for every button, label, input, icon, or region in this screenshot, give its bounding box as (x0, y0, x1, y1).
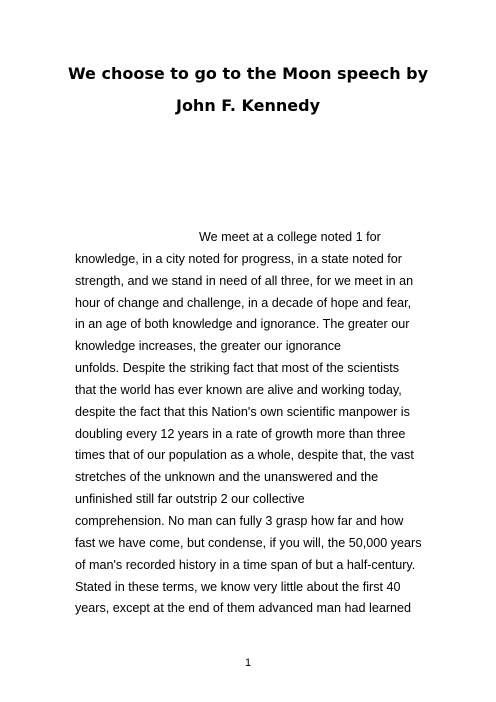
speech-body (75, 227, 425, 620)
body-line: despite the fact that this Nation's own scientific manpower is (75, 404, 410, 419)
document-title-line-2: John F. Kennedy (175, 96, 320, 115)
body-line: fast we have come, but condense, if you will, the 50,000 years (75, 535, 422, 550)
body-line: strength, and we stand in need of all three, for we meet in an (75, 273, 414, 288)
body-line: comprehension. No man can fully 3 grasp how far and how (75, 513, 404, 528)
body-line: knowledge increases, the greater our ignorance (75, 339, 342, 354)
body-line: hour of change and challenge, in a decade of hope and fear, (75, 295, 412, 310)
body-line: years, except at the end of them advanced man had learned (75, 601, 412, 616)
document-title-line-1: We choose to go to the Moon speech by (67, 64, 429, 83)
body-line: knowledge, in a city noted for progress, in a state noted for (75, 251, 402, 266)
body-line: of man's recorded history in a time span of but a half-century. (75, 557, 416, 572)
body-line: stretches of the unknown and the unanswered and the (75, 470, 379, 485)
body-line: times that of our population as a whole, despite that, the vast (75, 448, 414, 463)
body-line: doubling every 12 years in a rate of growth more than three (75, 426, 406, 441)
body-line: unfinished still far outstrip 2 our collective (75, 492, 305, 507)
body-line: in an age of both knowledge and ignorance. The greater our (75, 317, 410, 332)
body-line: unfolds. Despite the striking fact that most of the scientists (75, 361, 400, 376)
body-line: Stated in these terms, we know very little about the first 40 (75, 579, 401, 594)
body-line: We meet at a college noted 1 for (199, 230, 381, 244)
body-line: that the world has ever known are alive and working today, (75, 382, 402, 397)
page-number: 1 (244, 657, 252, 669)
